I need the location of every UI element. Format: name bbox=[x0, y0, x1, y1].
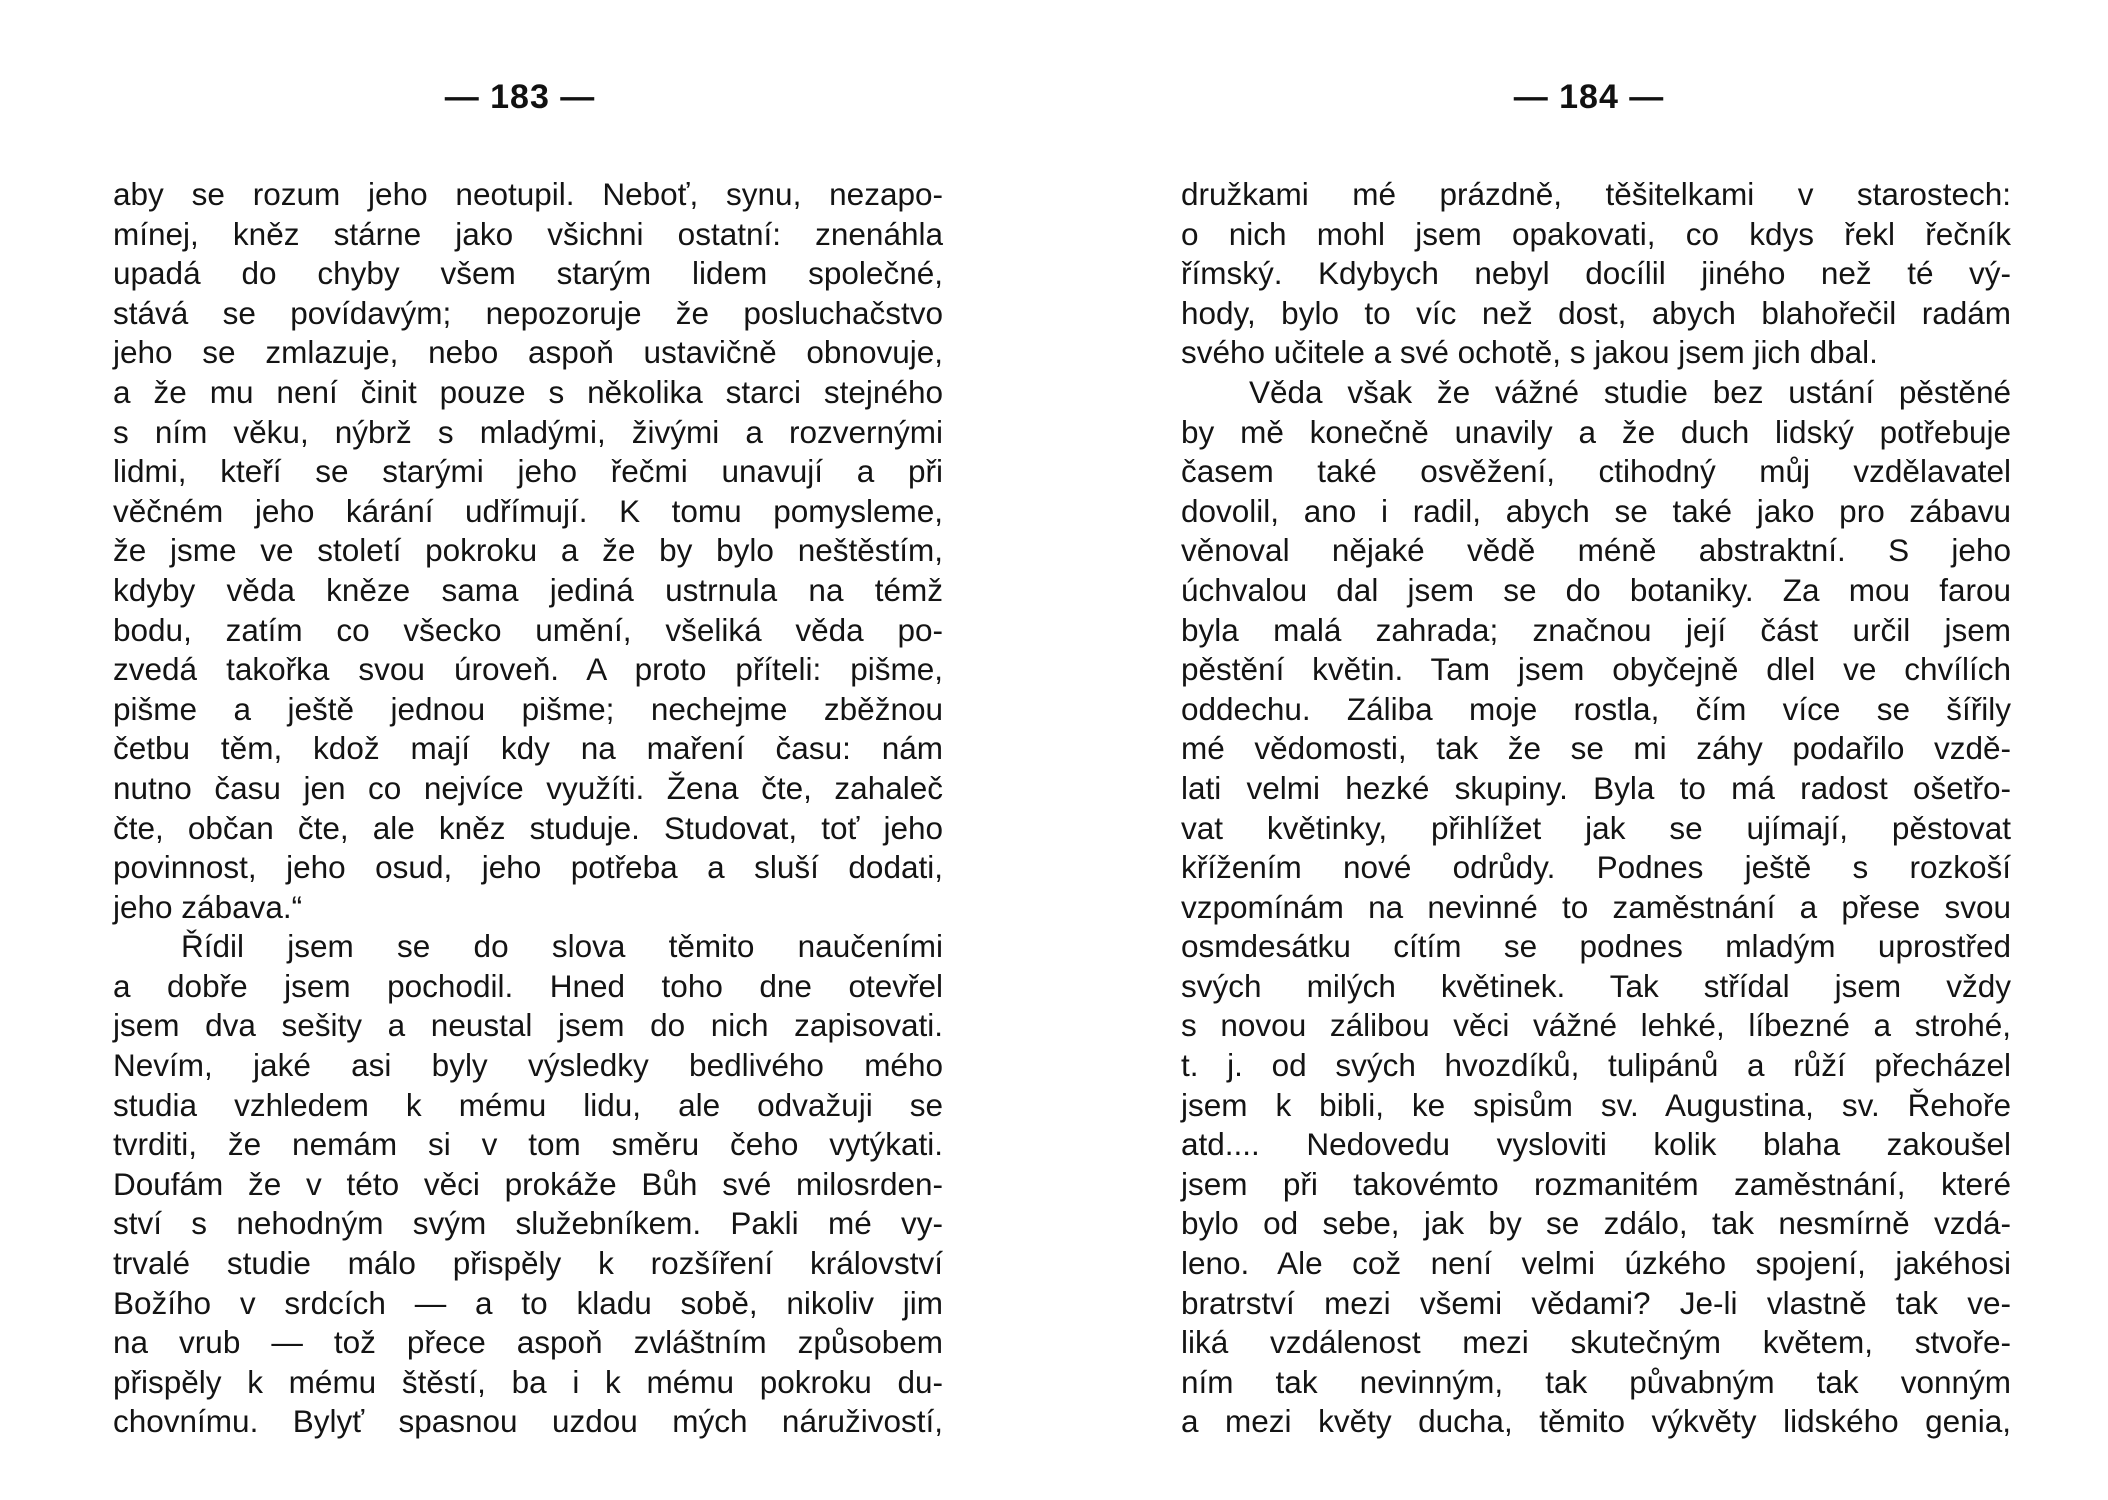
text-line: Božího v srdcích — a to kladu sobě, nikoliv jim bbox=[113, 1284, 943, 1321]
text-line: pěstění květin. Tam jsem obyčejně dlel ve chvílích bbox=[1181, 651, 2011, 688]
text-line: lati velmi hezké skupiny. Byla to má radost ošetřo- bbox=[1181, 769, 2011, 806]
text-line: mé vědomosti, tak že se mi záhy podařilo vzdě- bbox=[1181, 730, 2011, 767]
body-text bbox=[113, 175, 943, 1442]
text-line: bratrství mezi všemi vědami? Je-li vlastně tak ve- bbox=[1181, 1284, 2011, 1321]
text-line: Věda však že vážné studie bez ustání pěstěné bbox=[1249, 373, 2011, 410]
text-line: římský. Kdybych nebyl docílil jiného než té vý- bbox=[1181, 255, 2011, 292]
text-line: časem také osvěžení, ctihodný můj vzdělavatel bbox=[1181, 453, 2011, 490]
text-line: leno. Ale což není velmi úzkého spojení, jakéhosi bbox=[1181, 1245, 2011, 1282]
text-line: trvalé studie málo přispěly k rozšíření království bbox=[113, 1245, 943, 1282]
text-line: mínej, kněz stárne jako všichni ostatní: znenáhla bbox=[113, 215, 943, 252]
text-line: s novou zálibou věci vážné lehké, líbezné a strohé, bbox=[1181, 1007, 2011, 1044]
text-line: jsem k bibli, ke spisům sv. Augustina, sv. Řehoře bbox=[1181, 1086, 2011, 1123]
right-page bbox=[1054, 0, 2108, 1500]
text-line: hody, bylo to víc než dost, abych blahořečil radám bbox=[1181, 294, 2011, 331]
text-line: chovnímu. Bylyť spasnou uzdou mých náruživostí, bbox=[113, 1403, 943, 1440]
text-line: ním tak nevinným, tak půvabným tak vonným bbox=[1181, 1363, 2011, 1400]
text-line: kdyby věda kněze sama jediná ustrnula na témž bbox=[113, 571, 943, 608]
text-line: bylo od sebe, jak by se zdálo, tak nesmírně vzdá- bbox=[1181, 1205, 2011, 1242]
text-line: stává se povídavým; nepozoruje že posluchačstvo bbox=[113, 294, 943, 331]
text-line: úchvalou dal jsem se do botaniky. Za mou farou bbox=[1181, 571, 2011, 608]
text-line: aby se rozum jeho neotupil. Neboť, synu, nezapo- bbox=[113, 176, 943, 212]
text-line: vat květinky, přihlížet jak se ujímají, pěstovat bbox=[1181, 809, 2011, 846]
text-line: zvedá takořka svou úroveň. A proto příteli: pišme, bbox=[113, 651, 943, 688]
text-line: Řídil jsem se do slova těmito naučeními bbox=[181, 928, 943, 965]
text-line: osmdesátku cítím se podnes mladým uprostřed bbox=[1181, 928, 2011, 965]
text-line: jsem při takovémto rozmanitém zaměstnání, které bbox=[1181, 1165, 2011, 1202]
text-line: jeho zábava.“ bbox=[113, 888, 303, 925]
text-line: upadá do chyby všem starým lidem společné, bbox=[113, 255, 943, 292]
text-line: nutno času jen co nejvíce využíti. Žena čte, zahaleč bbox=[113, 769, 943, 806]
text-line: jsem dva sešity a neustal jsem do nich zapisovati. bbox=[113, 1007, 943, 1044]
text-line: oddechu. Záliba moje rostla, čím více se šířily bbox=[1181, 690, 2011, 727]
text-line: vzpomínám na nevinné to zaměstnání a přese svou bbox=[1181, 888, 2011, 925]
text-line: a dobře jsem pochodil. Hned toho dne otevřel bbox=[113, 967, 943, 1004]
text-line: bodu, zatím co všecko umění, všeliká věda po- bbox=[113, 611, 943, 648]
text-line: věčném jeho kárání udřímují. K tomu pomysleme, bbox=[113, 492, 943, 529]
text-line: družkami mé prázdně, těšitelkami v starostech: bbox=[1181, 176, 2011, 212]
text-line: Nevím, jaké asi byly výsledky bedlivého mého bbox=[113, 1047, 943, 1084]
text-line: a že mu není činit pouze s několika starci stejného bbox=[113, 373, 943, 410]
text-line: t. j. od svých hvozdíků, tulipánů a růží přecházel bbox=[1181, 1047, 2011, 1084]
text-line: věnoval nějaké vědě méně abstraktní. S jeho bbox=[1181, 532, 2011, 569]
text-line: dovolil, ano i radil, abych se také jako pro zábavu bbox=[1181, 492, 2011, 529]
text-line: svých milých květinek. Tak střídal jsem vždy bbox=[1181, 967, 2011, 1004]
text-line: jeho se zmlazuje, nebo aspoň ustavičně obnovuje, bbox=[113, 334, 943, 371]
text-line: byla malá zahrada; značnou její část určil jsem bbox=[1181, 611, 2011, 648]
text-line: Doufám že v této věci prokáže Bůh své milosrden- bbox=[113, 1165, 943, 1202]
page-number: — 183 — bbox=[444, 78, 596, 116]
text-line: atd.... Nedovedu vysloviti kolik blaha zakoušel bbox=[1181, 1126, 2011, 1163]
text-line: liká vzdálenost mezi skutečným květem, stvoře- bbox=[1181, 1324, 2011, 1361]
text-line: povinnost, jeho osud, jeho potřeba a sluší dodati, bbox=[113, 849, 943, 886]
text-line: křížením nové odrůdy. Podnes ještě s rozkoší bbox=[1181, 849, 2011, 886]
text-line: pišme a ještě jednou pišme; nechejme zběžnou bbox=[113, 690, 943, 727]
text-line: četbu těm, kdož mají kdy na maření času: nám bbox=[113, 730, 943, 767]
text-line: s ním věku, nýbrž s mladými, živými a rozvernými bbox=[113, 413, 943, 450]
page-number: — 184 — bbox=[1513, 78, 1665, 116]
text-line: přispěly k mému štěstí, ba i k mému pokroku du- bbox=[113, 1363, 943, 1400]
body-text bbox=[1181, 175, 2011, 1442]
text-line: na vrub — tož přece aspoň zvláštním způsobem bbox=[113, 1324, 943, 1361]
text-line: svého učitele a své ochotě, s jakou jsem jich dbal. bbox=[1181, 334, 1878, 371]
text-line: ství s nehodným svým služebníkem. Pakli mé vy- bbox=[113, 1205, 943, 1242]
text-line: lidmi, kteří se starými jeho řečmi unavují a při bbox=[113, 453, 943, 490]
text-line: by mě konečně unavily a že duch lidský potřebuje bbox=[1181, 413, 2011, 450]
text-line: a mezi květy ducha, těmito výkvěty lidského genia, bbox=[1181, 1403, 2011, 1440]
text-line: že jsme ve století pokroku a že by bylo neštěstím, bbox=[113, 532, 943, 569]
text-line: čte, občan čte, ale kněz studuje. Studovat, toť jeho bbox=[113, 809, 943, 846]
text-line: studia vzhledem k mému lidu, ale odvažuji se bbox=[113, 1086, 943, 1123]
text-line: tvrditi, že nemám si v tom směru čeho vytýkati. bbox=[113, 1126, 943, 1163]
text-line: o nich mohl jsem opakovati, co kdys řekl řečník bbox=[1181, 215, 2011, 252]
